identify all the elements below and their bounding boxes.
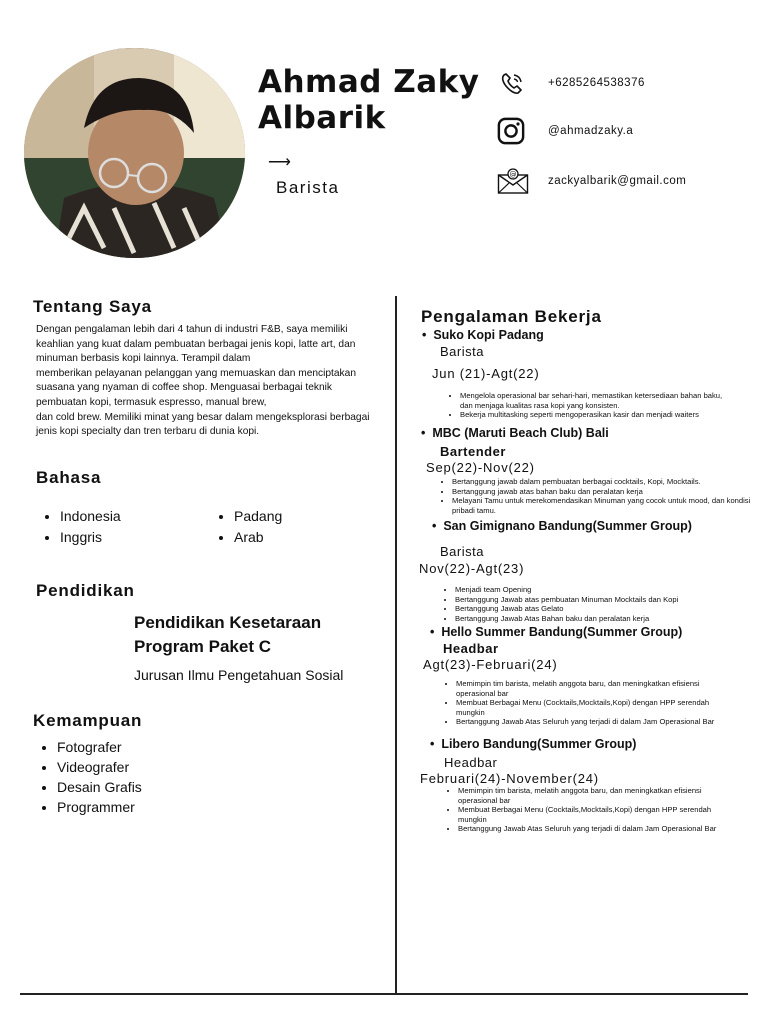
job-company-name: Suko Kopi Padang (433, 328, 544, 342)
duty-item: • Mengelola operasional bar sehari-hari, memastikan ketersediaan bahan baku, dan menjaga kualitas rasa kopi yang konsisten. (460, 391, 768, 410)
job-company: • MBC (Maruti Beach Club) Bali (421, 426, 609, 440)
degree-line-2: Program Paket C (134, 637, 271, 656)
email-address[interactable]: zackyalbarik@gmail.com (548, 175, 687, 187)
duty-item: • Bertanggung Jawab atas Gelato (455, 604, 765, 614)
skill-item: • Videografer (57, 757, 142, 777)
skills-heading: Kemampuan (33, 711, 143, 730)
instagram-icon (497, 117, 527, 147)
duty-item: • Bertanggung jawab dalam pembuatan berbagai cocktails, Kopi, Mocktails. (452, 477, 762, 487)
job-title: Barista (276, 178, 340, 197)
job-company-name: Libero Bandung(Summer Group) (441, 737, 637, 751)
about-line: suasana yang nyaman di coffee shop. Menguasai berbagai teknik (36, 382, 333, 394)
job-duties (426, 391, 768, 420)
duty-item: • Bertanggung jawab atas bahan baku dan peralatan kerja (452, 487, 762, 497)
about-line: Dengan pengalaman lebih dari 4 tahun di industri F&B, saya memiliki (36, 324, 348, 335)
duty-item: • Bertanggung Jawab atas pembuatan Minuman Mocktails dan Kopi (455, 595, 765, 605)
arrow-decoration: ⟶ (268, 154, 291, 171)
language-item: • Inggris (60, 527, 121, 548)
language-item: • Arab (234, 527, 282, 548)
language-heading: Bahasa (36, 468, 102, 487)
job-company-name: MBC (Maruti Beach Club) Bali (432, 426, 609, 440)
name-line-1: Ahmad Zaky (258, 64, 480, 100)
duty-item: • Bertanggung Jawab Atas Bahan baku dan peralatan kerja (455, 614, 765, 624)
job-role: Barista (440, 544, 484, 559)
education-major: Jurusan Ilmu Pengetahuan Sosial (134, 667, 344, 683)
about-line: jenis kopi specialty dan tren terbaru di dunia kopi. (36, 426, 260, 438)
job-duties (422, 679, 766, 727)
job-company: • Libero Bandung(Summer Group) (430, 737, 637, 751)
degree-line-1: Pendidikan Kesetaraan (134, 613, 322, 632)
language-item: • Padang (234, 506, 282, 527)
full-name (258, 64, 480, 136)
email-icon (497, 166, 527, 196)
about-line: dan cold brew. Memiliki minat yang besar dalam mengeksplorasi berbagai (36, 411, 370, 423)
job-duties (424, 786, 768, 834)
duty-item: • Melayani Tamu untuk merekomendasikan Minuman yang cocok untuk mood, dan kondisi pribadi tamu. (452, 496, 762, 515)
job-role: Bartender (440, 444, 506, 459)
duty-item: • Membuat Berbagai Menu (Cocktails,Mocktails,Kopi) dengan HPP serendah mungkin (458, 805, 768, 824)
svg-text:@: @ (509, 170, 517, 179)
job-date: Sep(22)-Nov(22) (426, 460, 535, 475)
name-line-2: Albarik (258, 100, 386, 136)
language-list-2 (214, 506, 282, 548)
duty-item: • Menjadi team Opening (455, 585, 765, 595)
education-heading: Pendidikan (36, 581, 135, 600)
job-role: Headbar (443, 641, 499, 656)
job-duties (418, 477, 762, 515)
skills-list (37, 737, 142, 817)
skill-item: • Fotografer (57, 737, 142, 757)
bottom-divider (20, 993, 748, 995)
column-divider (395, 296, 397, 994)
duty-item: • Membuat Berbagai Menu (Cocktails,Mocktails,Kopi) dengan HPP serendah mungkin (456, 698, 766, 717)
job-company: • Suko Kopi Padang (422, 328, 544, 342)
about-line: keahlian yang kuat dalam pembuatan berbagai jenis kopi, latte art, dan (36, 338, 356, 350)
about-line: pembuatan kopi, termasuk espresso, manual brew, (36, 396, 267, 408)
job-company-name: Hello Summer Bandung(Summer Group) (441, 625, 683, 639)
skill-item: • Desain Grafis (57, 777, 142, 797)
job-company: • Hello Summer Bandung(Summer Group) (430, 625, 683, 639)
duty-item: • Bekerja multitasking seperti mengoperasikan kasir dan menjadi waiters (460, 410, 768, 420)
job-company-name: San Gimignano Bandung(Summer Group) (443, 519, 692, 533)
skill-item: • Programmer (57, 797, 142, 817)
job-date: Agt(23)-Februari(24) (423, 657, 558, 672)
about-line: memberikan pelayanan pelanggan yang memuaskan dan menciptakan (36, 367, 356, 379)
job-company: • San Gimignano Bandung(Summer Group) (432, 519, 692, 533)
profile-photo (24, 48, 245, 258)
about-text (36, 323, 381, 440)
about-line: minuman berbasis kopi lainnya. Terampil dalam (36, 353, 251, 365)
phone-icon (497, 69, 527, 99)
instagram-handle[interactable]: @ahmadzaky.a (548, 125, 634, 137)
about-heading: Tentang Saya (33, 297, 152, 316)
job-date: Jun (21)-Agt(22) (432, 366, 540, 381)
experience-heading: Pengalaman Bekerja (421, 307, 602, 326)
language-list-1 (40, 506, 121, 548)
job-date: Februari(24)-November(24) (420, 771, 599, 786)
job-duties (421, 585, 765, 623)
education-degree (134, 611, 321, 659)
job-date: Nov(22)-Agt(23) (419, 561, 525, 576)
duty-item: • Memimpin tim barista, melatih anggota baru, dan meningkatkan efisiensi operasional bar (458, 786, 768, 805)
profile-photo-illustration (24, 48, 245, 258)
duty-item: • Memimpin tim barista, melatih anggota baru, dan meningkatkan efisiensi operasional bar (456, 679, 766, 698)
duty-item: • Bertanggung Jawab Atas Seluruh yang terjadi di dalam Jam Operasional Bar (458, 824, 768, 834)
language-item: • Indonesia (60, 506, 121, 527)
phone-number[interactable]: +6285264538376 (548, 77, 645, 89)
job-role: Barista (440, 344, 484, 359)
duty-item: • Bertanggung Jawab Atas Seluruh yang terjadi di dalam Jam Operasional Bar (456, 717, 766, 727)
job-role: Headbar (444, 755, 498, 770)
